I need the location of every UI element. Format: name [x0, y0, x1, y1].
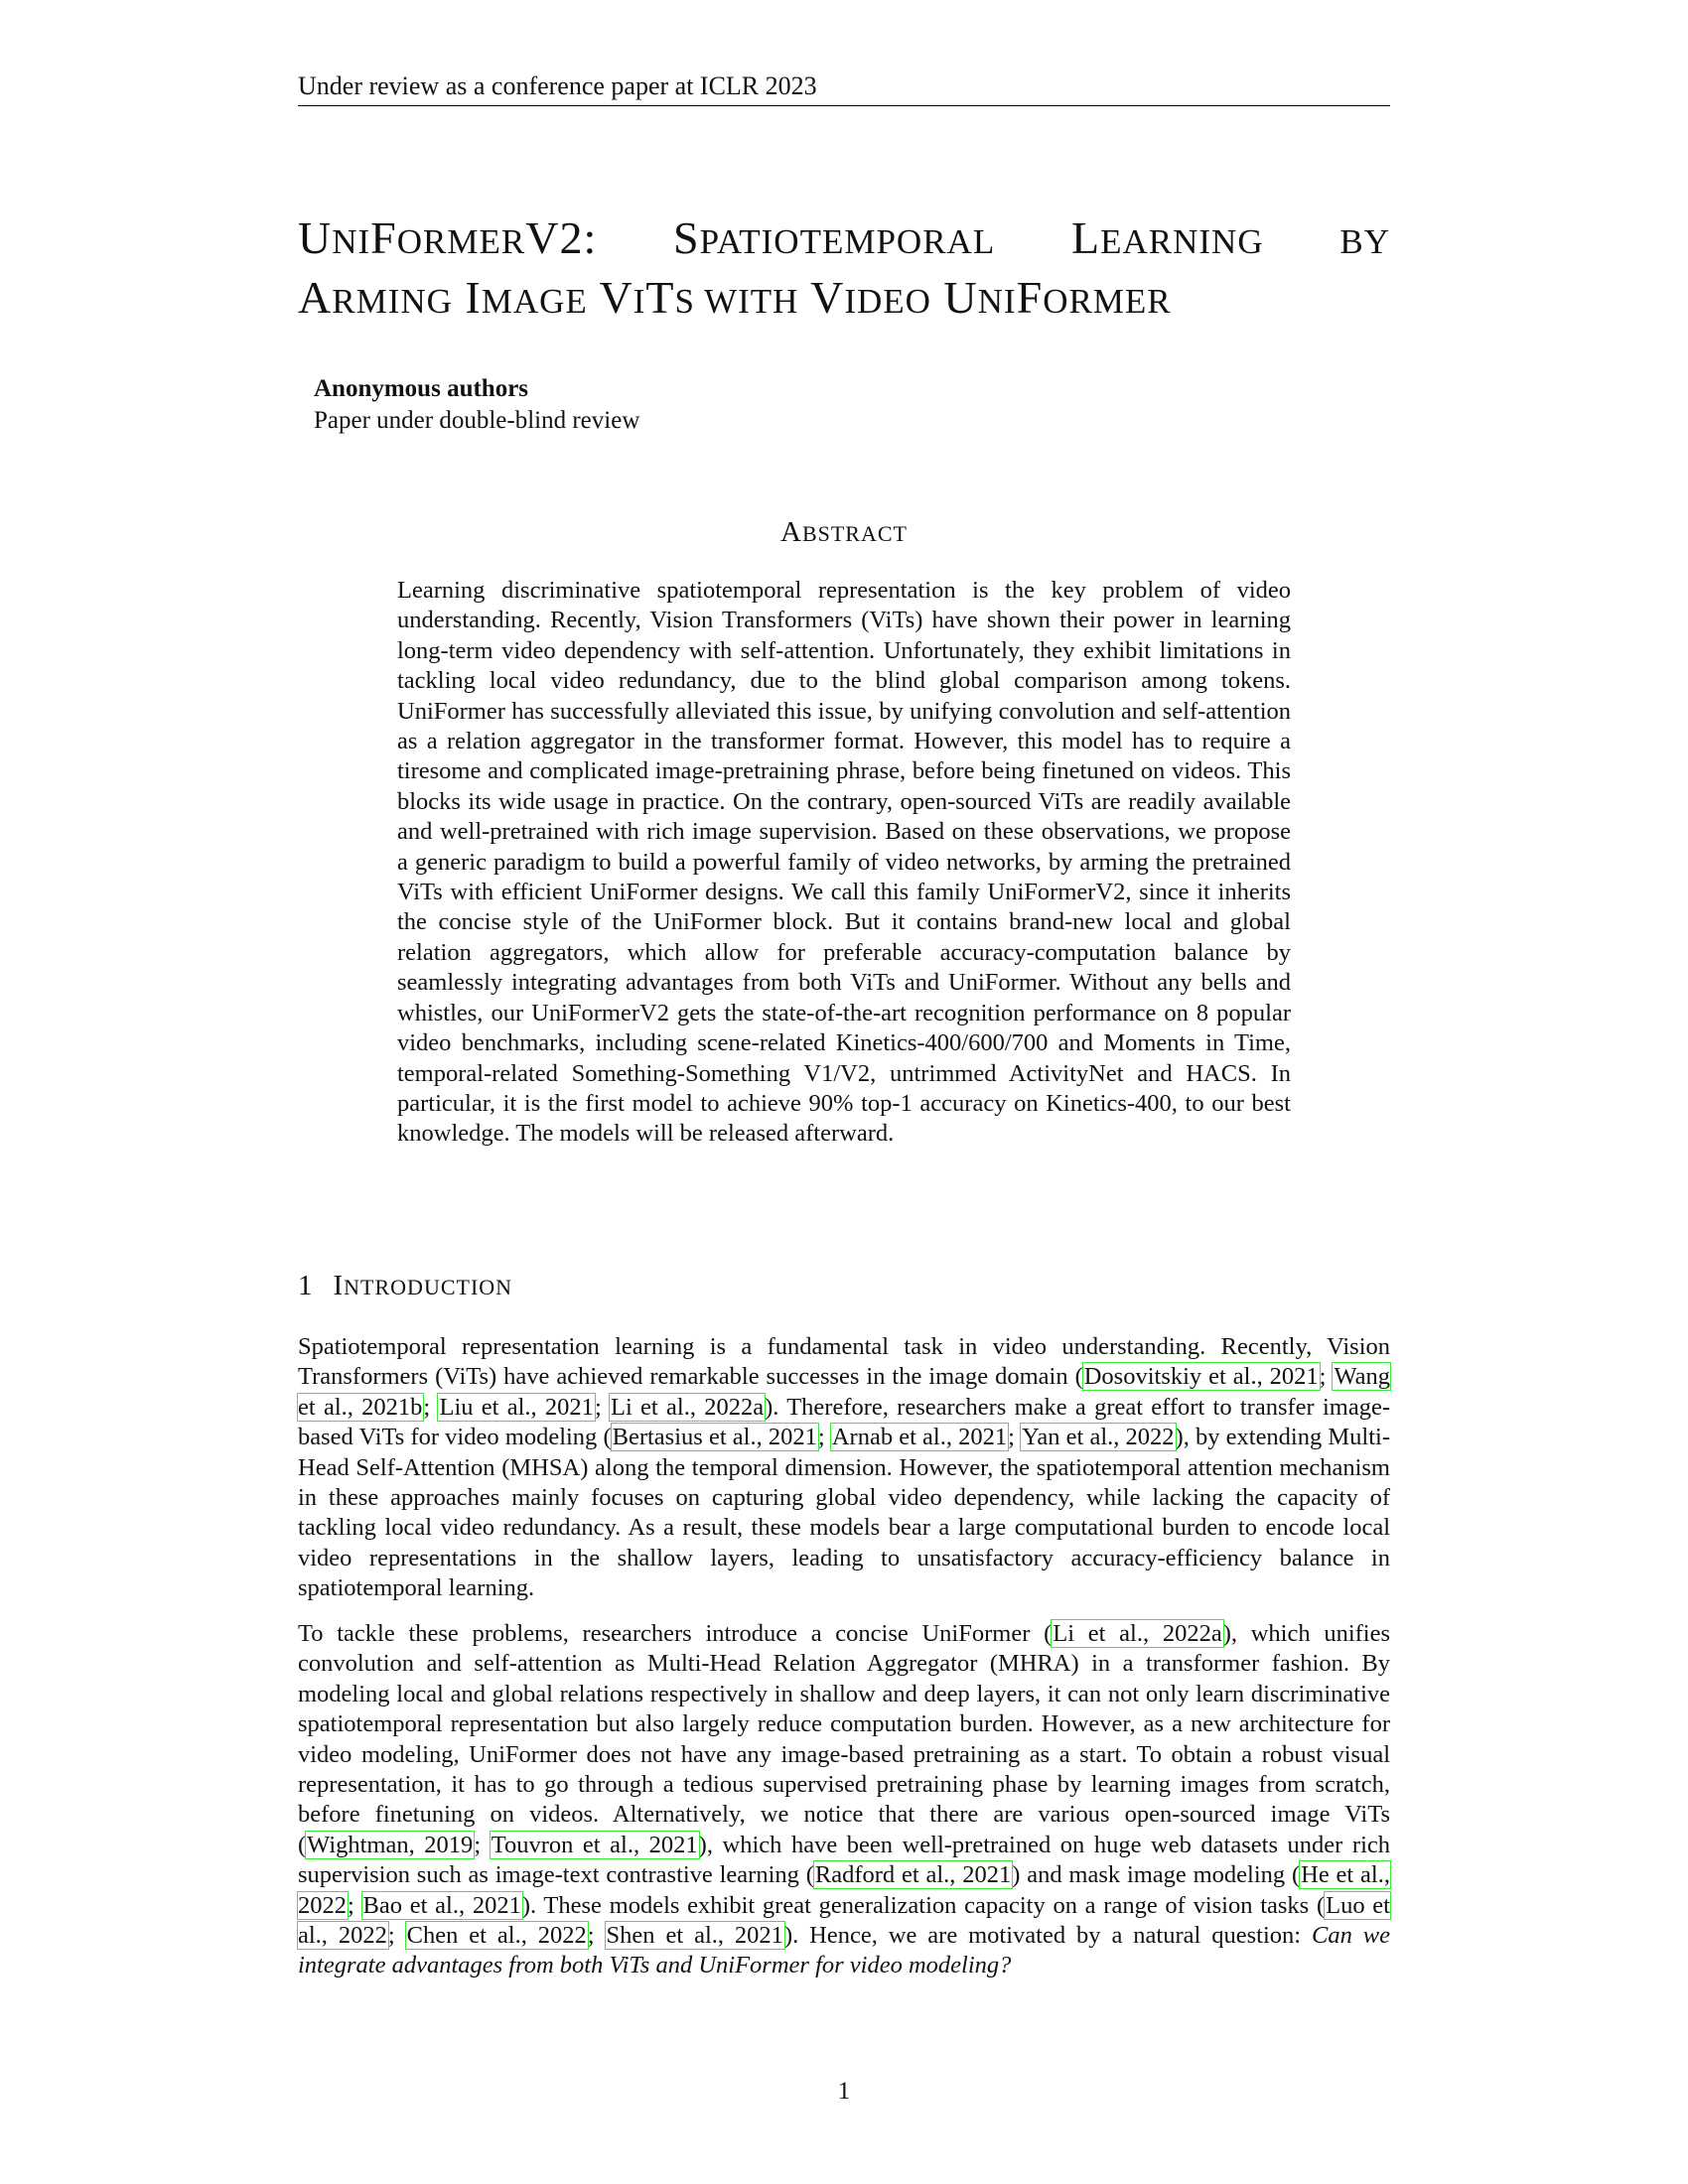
- abstract-body: Learning discriminative spatiotemporal representation is the key problem of video understanding. Recently, Vision Transformers (ViTs) have shown their power in learning long-term video dependency with self-attention. Unfortunately, they exhibit limitations in tackling local video redundancy, due to the blind global comparison among tokens. UniFormer has successfully alleviated this issue, by unifying convolution and self-attention as a relation aggregator in the transformer format. However, this model has to require a tiresome and complicated image-pretraining phrase, before being finetuned on videos. This blocks its wide usage in practice. On the contrary, open-sourced ViTs are readily available and well-pretrained with rich image supervision. Based on these observations, we propose a generic paradigm to build a powerful family of video networks, by arming the pretrained ViTs with efficient UniFormer designs. We call this family UniFormerV2, since it inherits the concise style of the UniFormer block. But it contains brand-new local and global relation aggregators, which allow for preferable accuracy-computation balance by seamlessly integrating advantages from both ViTs and UniFormer. Without any bells and whistles, our UniFormerV2 gets the state-of-the-art recognition performance on 8 popular video benchmarks, including scene-related Kinetics-400/600/700 and Moments in Time, temporal-related Something-Something V1/V2, untrimmed ActivityNet and HACS. In particular, it is the first model to achieve 90% top-1 accuracy on Kinetics-400, to our best knowledge. The models will be released afterward.: [397, 577, 1291, 1148]
- research-question: Can we integrate advantages from both ViTs and UniFormer for video modeling?: [298, 1922, 1391, 1979]
- intro-paragraph-1: Spatiotemporal representation learning is a fundamental task in video understanding. Recently, Vision Transformers (ViTs) have achieved remarkable successes in the image domain (Dosovitskiy et al., 2021; Wang et al., 2021b; Liu et al., 2021; Li et al., 2022a). Therefore, researchers make a great effort to transfer image-based ViTs for video modeling (Bertasius et al., 2021; Arnab et al., 2021; Yan et al., 2022), by extending Multi-Head Self-Attention (MHSA) along the temporal dimension. However, the spatiotemporal attention mechanism in these approaches mainly focuses on capturing global video dependency, while lacking the capacity of tackling local video redundancy. As a result, these models bear a large computational burden to encode local video representations in the shallow layers, leading to unsatisfactory accuracy-efficiency balance in spatiotemporal learning.: [298, 1333, 1391, 1602]
- author-block: [314, 373, 1108, 437]
- abstract-heading: ABSTRACT: [780, 516, 908, 548]
- citation-link[interactable]: Bertasius et al., 2021: [612, 1424, 817, 1451]
- title-line-1: UNIFORMERV2: SPATIOTEMPORAL LEARNING BY: [298, 212, 1391, 263]
- author-affiliation: Paper under double-blind review: [314, 407, 640, 434]
- citation-link[interactable]: He et al., 2022: [298, 1861, 1390, 1919]
- intro-paragraph-2: To tackle these problems, researchers introduce a concise UniFormer (Li et al., 2022a), which unifies convolution and self-attention as Multi-Head Relation Aggregator (MHRA) in a transformer fashion. By modeling local and global relations respectively in shallow and deep layers, it can not only learn discriminative spatiotemporal representation but also largely reduce computation burden. However, as a new architecture for video modeling, UniFormer does not have any image-based pretraining as a start. To obtain a robust visual representation, it has to go through a tedious supervised pretraining phase by learning images from scratch, before finetuning on videos. Alternatively, we notice that there are various open-sourced image ViTs (Wightman, 2019; Touvron et al., 2021), which have been well-pretrained on huge web datasets under rich supervision such as image-text contrastive learning (Radford et al., 2021) and mask image modeling (He et al., 2022; Bao et al., 2021). These models exhibit great generalization capacity on a range of vision tasks (Luo et al., 2022; Chen et al., 2022; Shen et al., 2021). Hence, we are motivated by a natural question: Can we integrate advantages from both ViTs and UniFormer for video modeling?: [298, 1620, 1391, 1979]
- citation-link[interactable]: Dosovitskiy et al., 2021: [1083, 1363, 1319, 1391]
- page-number: 1: [837, 2078, 851, 2105]
- citation-link[interactable]: Wang et al., 2021b: [298, 1363, 1390, 1421]
- running-header: Under review as a conference paper at ICLR 2023: [298, 69, 1390, 106]
- citation-link[interactable]: Li et al., 2022a: [611, 1393, 765, 1421]
- author-name: Anonymous authors: [314, 375, 529, 402]
- citation-link[interactable]: Arnab et al., 2021: [831, 1424, 1008, 1451]
- citation-link[interactable]: Radford et al., 2021: [814, 1861, 1012, 1889]
- citation-link[interactable]: Li et al., 2022a: [1053, 1620, 1222, 1647]
- citation-link[interactable]: Chen et al., 2022: [406, 1922, 587, 1950]
- citation-link[interactable]: Bao et al., 2021: [362, 1891, 521, 1919]
- title-line-2: ARMING IMAGE VITS WITH VIDEO UNIFORMER: [298, 272, 1172, 323]
- citation-link[interactable]: Shen et al., 2021: [606, 1922, 783, 1950]
- citation-link[interactable]: Wightman, 2019: [307, 1831, 474, 1858]
- citation-link[interactable]: Luo et al., 2022: [298, 1891, 1390, 1950]
- citation-link[interactable]: Yan et al., 2022: [1022, 1424, 1175, 1451]
- section-heading-introduction: 1 INTRODUCTION: [298, 1270, 513, 1301]
- paper-title: [298, 210, 1390, 330]
- citation-link[interactable]: Liu et al., 2021: [439, 1393, 594, 1421]
- citation-link[interactable]: Touvron et al., 2021: [491, 1831, 698, 1858]
- section-number: 1: [298, 1270, 314, 1301]
